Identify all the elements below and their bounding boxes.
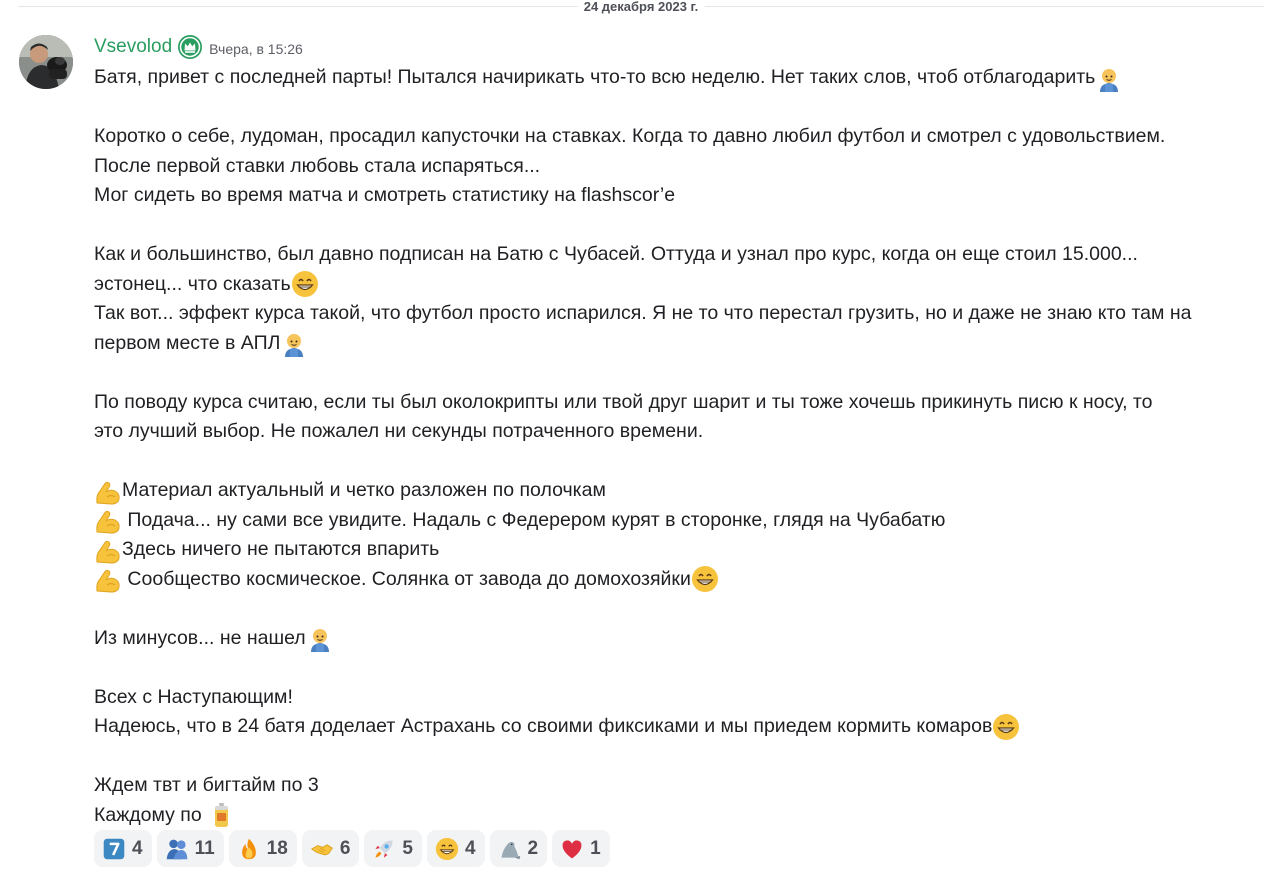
message-text: Надеюсь, что в 24 батя доделает Астрахань со своими фиксиками и мы приедем кормить комаров — [94, 715, 993, 737]
message-line — [94, 270, 1269, 300]
message-header — [94, 34, 303, 60]
message-line — [94, 535, 1269, 565]
flexed-biceps-icon — [94, 477, 122, 505]
message-timestamp[interactable]: Вчера, в 15:26 — [209, 41, 303, 57]
reaction-button[interactable] — [552, 830, 610, 867]
message-line — [94, 358, 1269, 388]
message-line — [94, 447, 1269, 477]
grin-icon — [291, 270, 319, 298]
date-divider — [18, 0, 1264, 14]
message-content — [94, 63, 1269, 830]
message-text: Всех с Наступающим! — [94, 685, 293, 708]
message-text: Из минусов... не нашел — [94, 626, 306, 649]
message-text: По поводу курса считаю, если ты был околокрипты или твой друг шарит и ты тоже хочешь прикинуть писю к носу, то — [94, 390, 1153, 413]
message-line — [94, 181, 1269, 211]
grin-icon — [691, 565, 719, 593]
avatar[interactable] — [19, 35, 73, 89]
message-line — [94, 476, 1269, 506]
message-line — [94, 93, 1269, 123]
message-line — [94, 565, 1269, 595]
message-line — [94, 624, 1269, 654]
grin-icon — [435, 837, 459, 861]
rocket-icon — [372, 837, 396, 861]
message-line — [94, 771, 1269, 801]
reaction-button[interactable] — [229, 830, 297, 867]
message-line — [94, 240, 1269, 270]
reaction-count: 1 — [590, 837, 601, 859]
reaction-count: 11 — [194, 837, 215, 859]
red-heart-icon — [560, 837, 584, 861]
message-line — [94, 506, 1269, 536]
message-line — [94, 712, 1269, 742]
message-line — [94, 299, 1269, 329]
message-line — [94, 211, 1269, 241]
message-line — [94, 122, 1269, 152]
reaction-count: 2 — [527, 837, 539, 859]
message-line — [94, 742, 1269, 772]
date-divider-label: 24 декабря 2023 г. — [578, 0, 705, 13]
message-text: Коротко о себе, лудоман, просадил капусточки на ставках. Когда то давно любил футбол и смотрел с удовольствием. — [94, 125, 1166, 147]
man-farmer-icon — [1095, 64, 1123, 92]
crown-badge-icon[interactable] — [177, 34, 203, 60]
reaction-count: 4 — [464, 837, 476, 859]
avatar-photo — [19, 35, 73, 89]
message-line — [94, 152, 1269, 182]
message-text: После первой ставки любовь стала испаряться... — [94, 154, 541, 177]
message-line — [94, 329, 1269, 359]
reaction-count: 6 — [339, 837, 351, 859]
reaction-button[interactable] — [490, 830, 548, 867]
flexed-biceps-icon — [94, 506, 122, 534]
grin-icon — [992, 713, 1020, 741]
message-text: эстонец... что сказать — [94, 272, 291, 295]
message-text: Каждому по — [94, 803, 208, 826]
username[interactable]: Vsevolod — [94, 36, 173, 57]
reaction-bar — [94, 830, 610, 867]
people-hugging-icon — [165, 837, 189, 861]
reaction-button[interactable] — [157, 830, 224, 867]
message-text: Как и большинство, был давно подписан на Батю с Чубасей. Оттуда и узнал про курс, когда он еще стоил 15.000... — [94, 243, 1138, 265]
message-text: Подача... ну сами все увидите. Надаль с Федерером курят в сторонке, глядя на Чубабатю — [122, 508, 946, 531]
handshake-icon — [310, 837, 334, 861]
flexed-biceps-icon — [94, 565, 122, 593]
seal-icon — [498, 837, 522, 861]
message-line — [94, 801, 1269, 831]
message-text: первом месте в АПЛ — [94, 331, 281, 354]
message-text: это лучший выбор. Не пожалел ни секунды потраченного времени. — [94, 420, 704, 442]
reaction-button[interactable] — [94, 830, 152, 867]
reaction-button[interactable] — [364, 830, 422, 867]
beer-can-icon — [207, 801, 235, 829]
man-farmer-icon — [306, 624, 334, 652]
message-text: Ждем твт и бигтайм по 3 — [94, 774, 319, 796]
reaction-count: 5 — [402, 837, 413, 859]
message-text: Здесь ничего не пытаются впарить — [122, 538, 440, 560]
message-line — [94, 388, 1269, 418]
reaction-count: 4 — [132, 837, 143, 859]
message-line — [94, 63, 1269, 93]
message-line — [94, 683, 1269, 713]
fire-icon — [237, 837, 261, 861]
message-text: Батя, привет с последней парты! Пытался начирикать что-то всю неделю. Нет таких слов, чтоб отблагодарить — [94, 66, 1096, 88]
message-line — [94, 653, 1269, 683]
keycap-7-icon — [102, 837, 126, 861]
message-text: Сообщество космическое. Солянка от завода до домохозяйки — [122, 567, 691, 590]
message-text: Мог сидеть во время матча и смотреть статистику на flashscor’e — [94, 184, 676, 206]
message-line — [94, 417, 1269, 447]
flexed-biceps-icon — [94, 536, 122, 564]
reaction-button[interactable] — [302, 830, 360, 867]
reaction-count: 18 — [266, 837, 288, 859]
message-text: Материал актуальный и четко разложен по полочкам — [122, 479, 606, 501]
reaction-button[interactable] — [427, 830, 485, 867]
man-farmer-icon — [280, 329, 308, 357]
message-line — [94, 594, 1269, 624]
message-text: Так вот... эффект курса такой, что футбол просто испарился. Я не то что перестал грузить, но и даже не знаю кто там на — [94, 302, 1192, 324]
